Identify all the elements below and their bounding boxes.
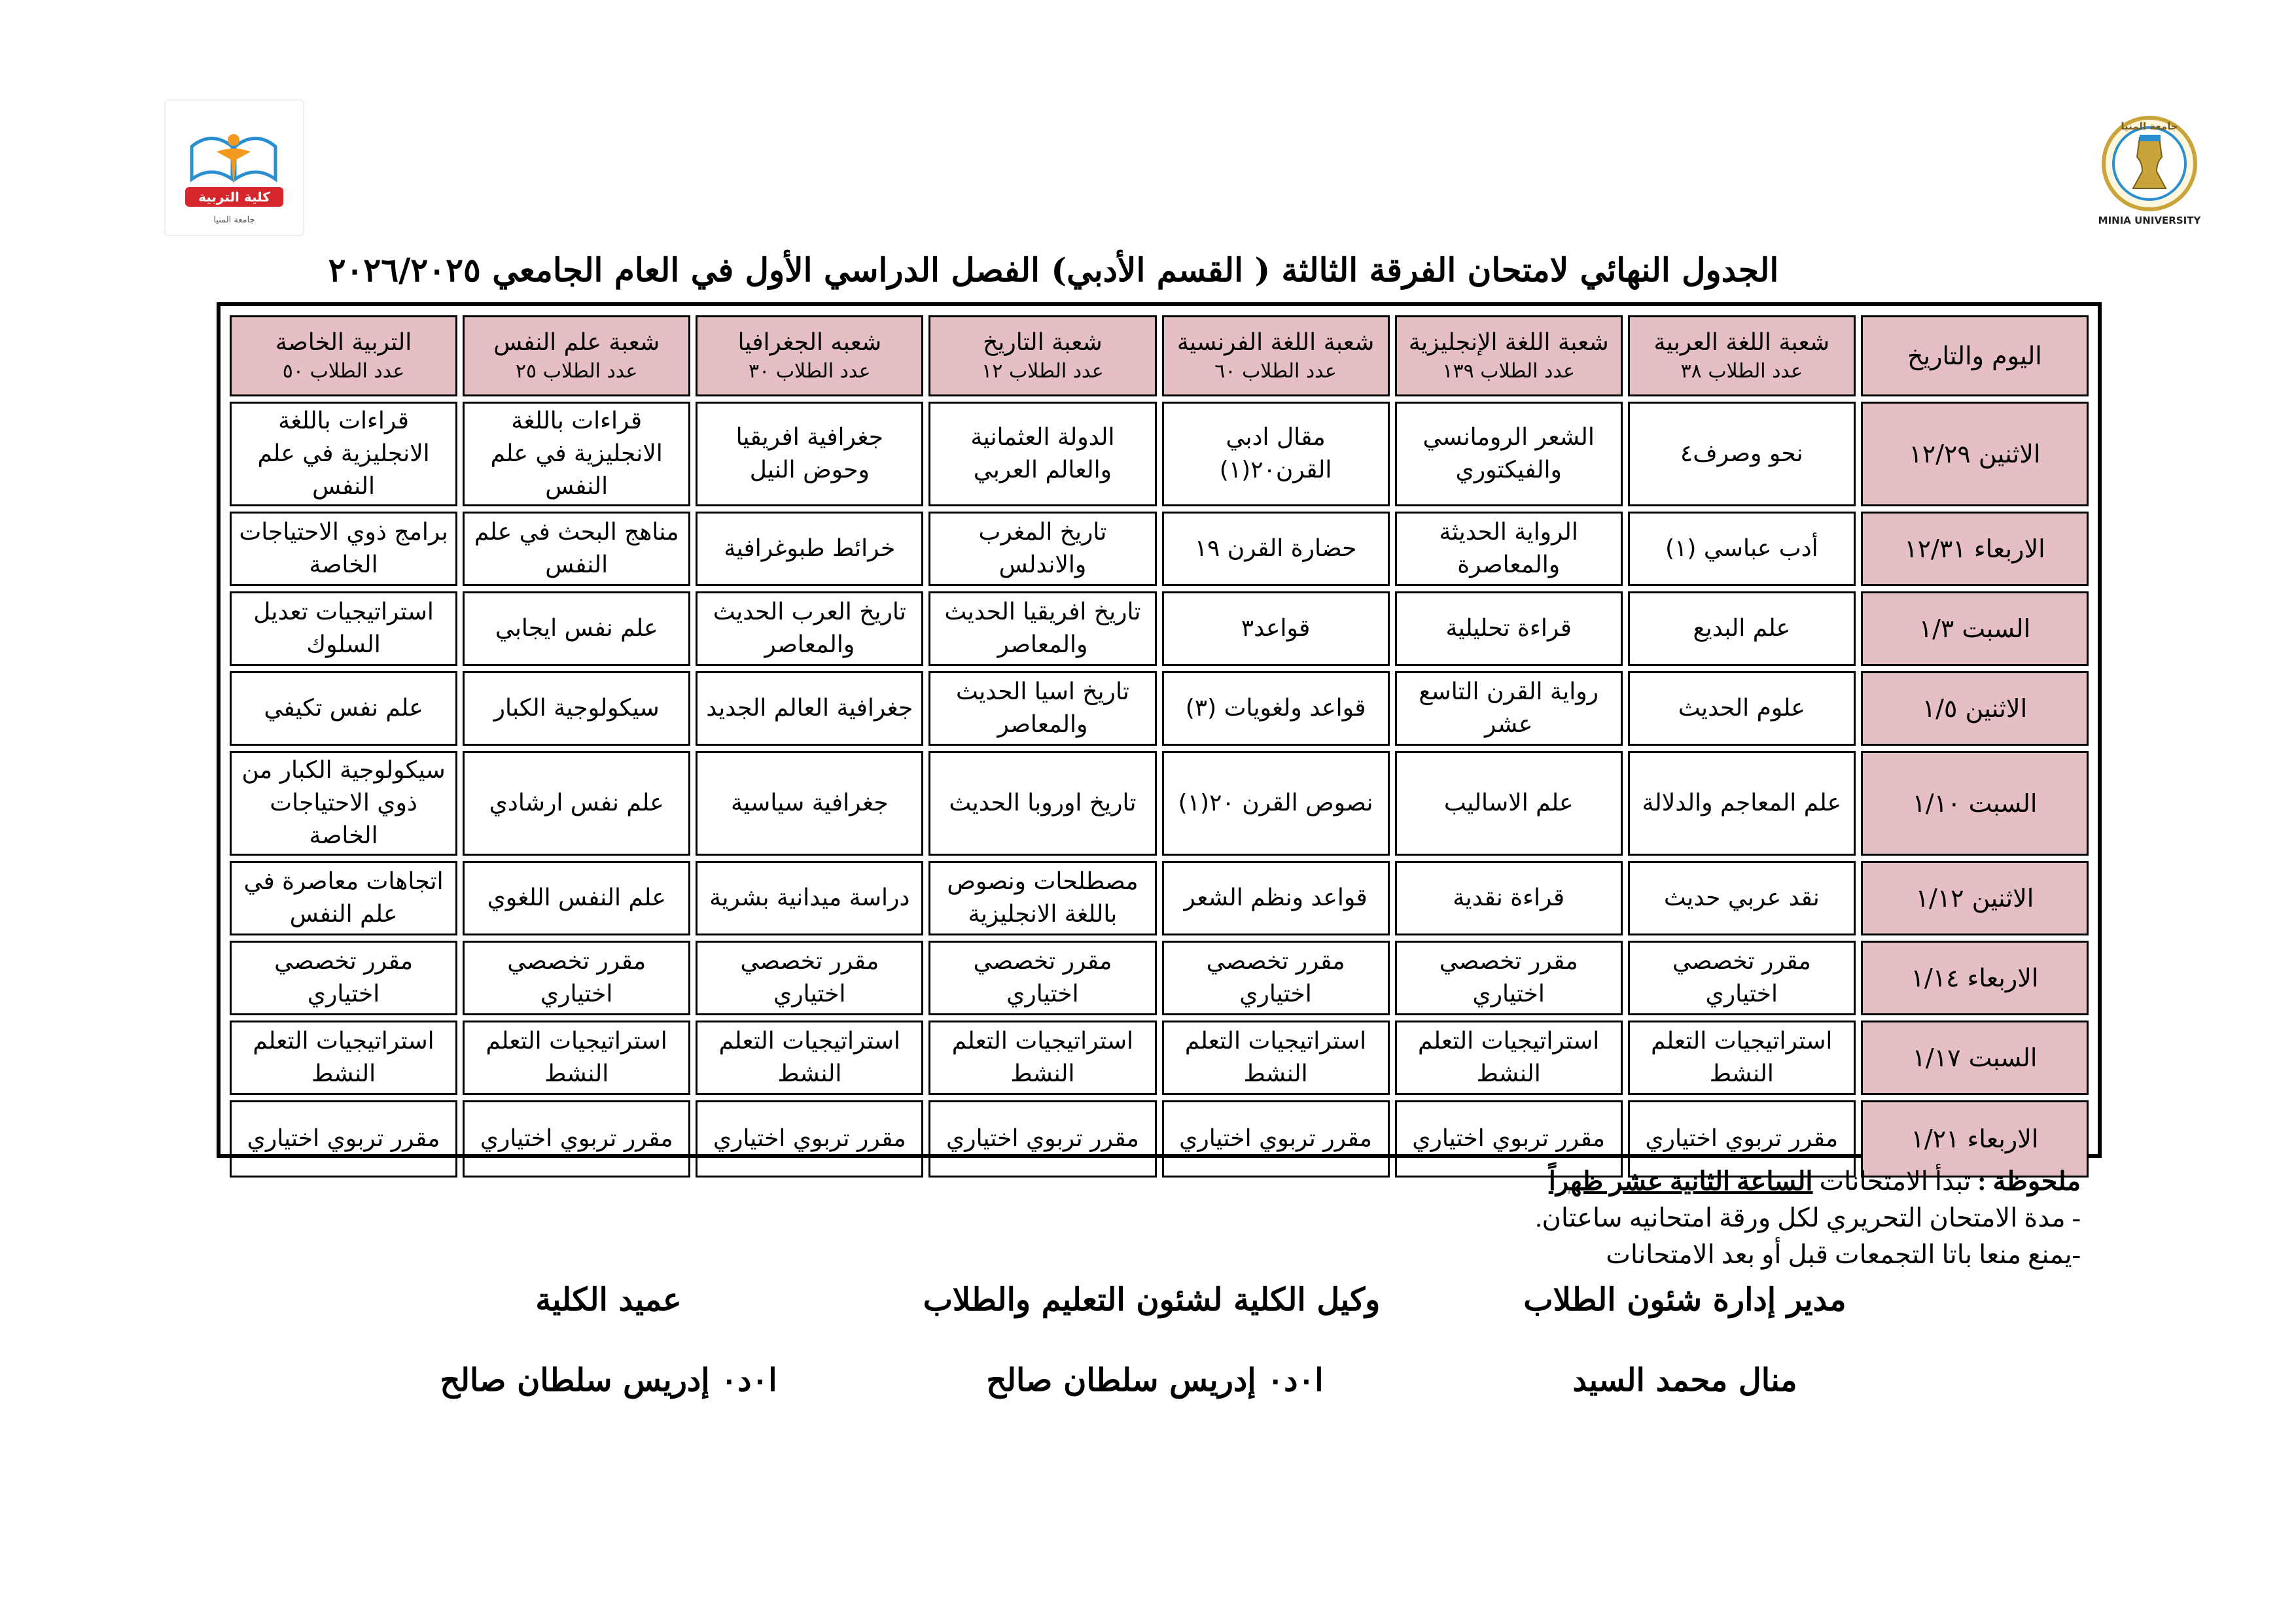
table-cell: برامج ذوي الاحتياجات الخاصة: [230, 512, 457, 586]
student-count-value: ٣٨: [1680, 360, 1702, 383]
student-count-value: ١٣٩: [1442, 360, 1474, 383]
table-cell: رواية القرن التاسع عشر: [1395, 671, 1623, 746]
signature-title-dean: عميد الكلية: [535, 1282, 682, 1318]
table-cell: علم المعاجم والدلالة: [1628, 751, 1856, 856]
note-line-duration: - مدة الامتحان التحريري لكل ورقة امتحانيه ساعتان.: [1535, 1203, 2081, 1232]
table-cell: قراءة تحليلية: [1395, 591, 1623, 666]
university-logo-text: MINIA UNIVERSITY: [2098, 215, 2201, 226]
row-day-date: السبت ١/٣: [1861, 591, 2089, 666]
table-cell: استراتيجيات التعلم النشط: [1395, 1021, 1623, 1095]
table-cell: مصطلحات ونصوص باللغة الانجليزية: [928, 861, 1156, 935]
table-cell: استراتيجيات التعلم النشط: [230, 1021, 457, 1095]
column-header: [1628, 315, 1856, 396]
column-header-name: شعبة علم النفس: [493, 329, 660, 356]
table-row: [230, 512, 2089, 586]
table-cell: مقرر تخصصي اختياري: [1395, 941, 1623, 1015]
column-header-name: شعبة اللغة الإنجليزية: [1408, 329, 1609, 356]
university-logo: [2094, 111, 2205, 239]
table-cell: تاريخ افريقيا الحديث والمعاصر: [928, 591, 1156, 666]
column-header-name: شعبة التاريخ: [983, 329, 1103, 356]
note-line-gathering: -يمنع منعا باتا التجمعات قبل أو بعد الامتحانات: [1606, 1240, 2081, 1269]
table-cell: استراتيجيات التعلم النشط: [1162, 1021, 1390, 1095]
table-cell: استراتيجيات التعلم النشط: [928, 1021, 1156, 1095]
column-header-count: [936, 358, 1149, 385]
table-cell: مقرر تربوي اختياري: [696, 1100, 923, 1178]
table-cell: قواعد ولغويات (٣): [1162, 671, 1390, 746]
table-cell: الرواية الحديثة والمعاصرة: [1395, 512, 1623, 586]
table-row: [230, 591, 2089, 666]
student-count-label: عدد الطلاب: [1480, 360, 1576, 383]
column-header-count: [237, 358, 450, 385]
table-cell: تاريخ اسيا الحديث والمعاصر: [928, 671, 1156, 746]
faculty-logo-subtext: جامعة المنيا: [213, 215, 255, 225]
column-header: [696, 315, 923, 396]
table-cell: استراتيجيات التعلم النشط: [696, 1021, 923, 1095]
table-cell: علم نفس تكيفي: [230, 671, 457, 746]
table-cell: قواعد٣: [1162, 591, 1390, 666]
signature-name-vice-dean: ا٠د٠ إدريس سلطان صالح: [986, 1362, 1324, 1399]
table-row: [230, 671, 2089, 746]
column-header: [928, 315, 1156, 396]
table-cell: مقرر تربوي اختياري: [1395, 1100, 1623, 1178]
row-day-date: الاثنين ١٢/٢٩: [1861, 402, 2089, 506]
note-start-prefix: تبدأ الامتحانات: [1819, 1166, 1971, 1196]
table-cell: نقد عربي حديث: [1628, 861, 1856, 935]
table-cell: علم البديع: [1628, 591, 1856, 666]
table-cell: الدولة العثمانية والعالم العربي: [928, 402, 1156, 506]
table-cell: مقرر تربوي اختياري: [463, 1100, 690, 1178]
table-cell: مقرر تربوي اختياري: [230, 1100, 457, 1178]
table-cell: علم نفس ارشادي: [463, 751, 690, 856]
table-cell: الشعر الرومانسي والفيكتوري: [1395, 402, 1623, 506]
table-cell: مقرر تربوي اختياري: [1628, 1100, 1856, 1178]
row-day-date: الاثنين ١/٥: [1861, 671, 2089, 746]
student-count-label: عدد الطلاب: [309, 360, 405, 383]
signature-name-student-affairs: منال محمد السيد: [1572, 1362, 1797, 1399]
table-cell: علم الاساليب: [1395, 751, 1623, 856]
student-count-label: عدد الطلاب: [1242, 360, 1337, 383]
table-cell: مقرر تخصصي اختياري: [1628, 941, 1856, 1015]
table-row: [230, 1021, 2089, 1095]
table-cell: اتجاهات معاصرة في علم النفس: [230, 861, 457, 935]
table-cell: مقرر تخصصي اختياري: [928, 941, 1156, 1015]
table-row: [230, 751, 2089, 856]
column-header-count: [1635, 358, 1848, 385]
student-count-label: عدد الطلاب: [542, 360, 638, 383]
header-row: [230, 315, 2089, 396]
faculty-logo: [164, 99, 304, 236]
table-cell: استراتيجيات تعديل السلوك: [230, 591, 457, 666]
signature-title-vice-dean: وكيل الكلية لشئون التعليم والطلاب: [923, 1282, 1381, 1318]
note-label: ملحوظة :: [1977, 1166, 2081, 1196]
table-cell: أدب عباسي (١): [1628, 512, 1856, 586]
student-count-label: عدد الطلاب: [1708, 360, 1803, 383]
student-count-value: ٢٥: [515, 360, 537, 383]
row-day-date: السبت ١/١٧: [1861, 1021, 2089, 1095]
table-cell: مقرر تخصصي اختياري: [696, 941, 923, 1015]
table-cell: جغرافية افريقيا وحوض النيل: [696, 402, 923, 506]
table-row: [230, 941, 2089, 1015]
header-day-date: اليوم والتاريخ: [1861, 315, 2089, 396]
table-cell: قراءات باللغة الانجليزية في علم النفس: [463, 402, 690, 506]
column-header: [1162, 315, 1390, 396]
student-count-label: عدد الطلاب: [1008, 360, 1104, 383]
signature-name-dean: ا٠د٠ إدريس سلطان صالح: [440, 1362, 777, 1399]
table-cell: استراتيجيات التعلم النشط: [463, 1021, 690, 1095]
table-cell: مقرر تخصصي اختياري: [1162, 941, 1390, 1015]
table-cell: قواعد ونظم الشعر: [1162, 861, 1390, 935]
student-count-value: ٣٠: [749, 360, 770, 383]
table-cell: علوم الحديث: [1628, 671, 1856, 746]
row-day-date: الاربعاء ١٢/٣١: [1861, 512, 2089, 586]
table-cell: حضارة القرن ١٩: [1162, 512, 1390, 586]
table-cell: قراءات باللغة الانجليزية في علم النفس: [230, 402, 457, 506]
table-cell: تاريخ المغرب والاندلس: [928, 512, 1156, 586]
page-title: الجدول النهائي لامتحان الفرقة الثالثة ( القسم الأدبي) الفصل الدراسي الأول في العام الجامعي ٢٠٢٦/٢٠٢٥: [328, 251, 1779, 289]
table-row: [230, 861, 2089, 935]
column-header-name: شعبة اللغة العربية: [1653, 329, 1830, 356]
table-cell: مقال ادبي القرن٢٠(١): [1162, 402, 1390, 506]
table-cell: جغرافية سياسية: [696, 751, 923, 856]
column-header-count: [1169, 358, 1383, 385]
table-cell: استراتيجيات التعلم النشط: [1628, 1021, 1856, 1095]
table-cell: نحو وصرف٤: [1628, 402, 1856, 506]
university-logo-arabic: جامعة المنيا: [2121, 120, 2178, 132]
note-line-start-time: [1374, 1163, 2081, 1200]
signature-title-student-affairs: مدير إدارة شئون الطلاب: [1523, 1282, 1846, 1318]
table-cell: مقرر تخصصي اختياري: [230, 941, 457, 1015]
student-count-value: ٦٠: [1214, 360, 1236, 383]
table-cell: مناهج البحث في علم النفس: [463, 512, 690, 586]
table-cell: سيكولوجية الكبار: [463, 671, 690, 746]
table-cell: قراءة نقدية: [1395, 861, 1623, 935]
row-day-date: الاربعاء ١/١٤: [1861, 941, 2089, 1015]
table-cell: دراسة ميدانية بشرية: [696, 861, 923, 935]
column-header-name: التربية الخاصة: [275, 329, 412, 356]
table-cell: جغرافية العالم الجديد: [696, 671, 923, 746]
column-header-count: [703, 358, 916, 385]
table-cell: علم نفس ايجابي: [463, 591, 690, 666]
column-header-count: [1402, 358, 1616, 385]
student-count-label: عدد الطلاب: [775, 360, 871, 383]
schedule-grid: [224, 310, 2094, 1183]
column-header: [230, 315, 457, 396]
column-header: [463, 315, 690, 396]
row-day-date: السبت ١/١٠: [1861, 751, 2089, 856]
table-cell: مقرر تربوي اختياري: [1162, 1100, 1390, 1178]
notes-block: [1374, 1163, 2081, 1273]
table-cell: سيكولوجية الكبار من ذوي الاحتياجات الخاصة: [230, 751, 457, 856]
note-start-time: الساعة الثانية عشر ظهراً: [1548, 1166, 1813, 1196]
row-day-date: الاربعاء ١/٢١: [1861, 1100, 2089, 1178]
exam-schedule-table: [217, 302, 2102, 1158]
column-header-name: شعبة اللغة الفرنسية: [1176, 329, 1375, 356]
table-cell: تاريخ العرب الحديث والمعاصر: [696, 591, 923, 666]
table-cell: تاريخ اوروبا الحديث: [928, 751, 1156, 856]
table-cell: مقرر تربوي اختياري: [928, 1100, 1156, 1178]
table-row: [230, 402, 2089, 506]
row-day-date: الاثنين ١/١٢: [1861, 861, 2089, 935]
table-cell: نصوص القرن ٢٠(١): [1162, 751, 1390, 856]
column-header-count: [470, 358, 683, 385]
student-count-value: ٥٠: [282, 360, 304, 383]
column-header: [1395, 315, 1623, 396]
table-cell: مقرر تخصصي اختياري: [463, 941, 690, 1015]
table-cell: خرائط طبوغرافية: [696, 512, 923, 586]
student-count-value: ١٢: [981, 360, 1003, 383]
column-header-name: شعبه الجغرافيا: [737, 329, 882, 356]
faculty-logo-text: كلية التربية: [198, 189, 270, 205]
table-cell: علم النفس اللغوي: [463, 861, 690, 935]
